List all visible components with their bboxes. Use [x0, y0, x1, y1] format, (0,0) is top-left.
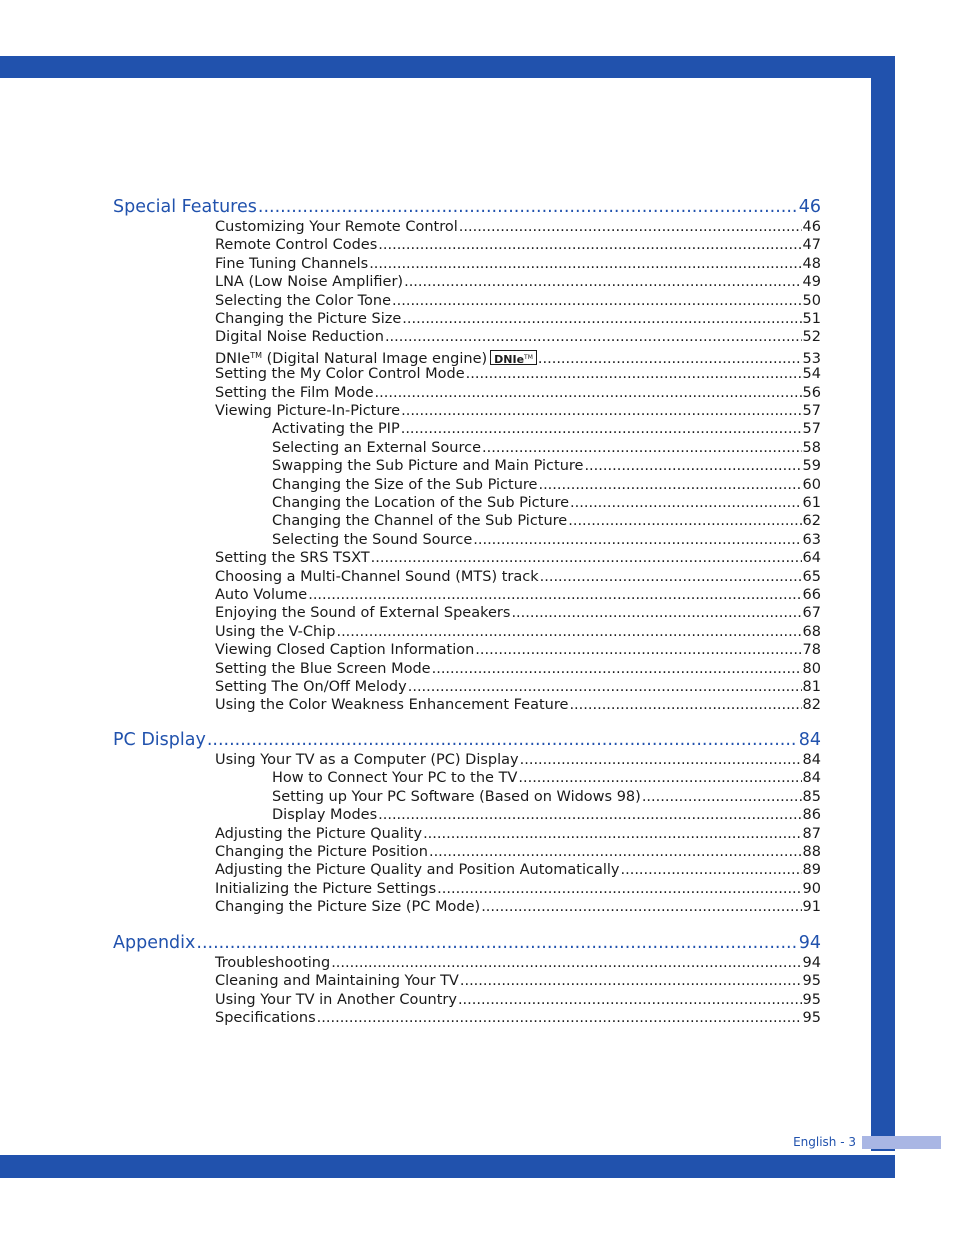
toc-dot-leader	[458, 991, 802, 1009]
toc-entry-label: Digital Noise Reduction	[215, 329, 384, 345]
toc-entry-page: 95	[802, 992, 821, 1008]
toc-entry[interactable]	[215, 255, 821, 273]
toc-entry-label: Specifications	[215, 1010, 316, 1026]
toc-section-entry[interactable]	[113, 196, 821, 218]
toc-section-title: Special Features	[113, 197, 257, 217]
toc-entry-label: Using Your TV in Another Country	[215, 992, 457, 1008]
dnie-logo-text: DNIe	[494, 353, 525, 366]
toc-entry[interactable]	[215, 402, 821, 420]
toc-dot-leader	[317, 1009, 802, 1027]
toc-dot-leader	[392, 292, 802, 310]
toc-entry-page: 57	[802, 403, 821, 419]
toc-entry-label: Changing the Channel of the Sub Picture	[272, 513, 568, 529]
trademark-mark: TM	[250, 351, 263, 360]
toc-entry-page: 68	[802, 624, 821, 640]
toc-entry-page: 60	[802, 477, 821, 493]
toc-entry-page: 48	[802, 256, 821, 272]
toc-entry[interactable]	[272, 788, 821, 806]
toc-entry-page: 78	[802, 642, 821, 658]
toc-dot-leader	[569, 696, 801, 714]
trademark-mark: TM	[524, 354, 533, 361]
toc-entry-label: Fine Tuning Channels	[215, 256, 369, 272]
toc-entry-page: 67	[802, 605, 821, 621]
toc-dot-leader	[331, 954, 801, 972]
toc-entry[interactable]	[272, 457, 821, 475]
toc-dot-leader	[437, 880, 801, 898]
toc-entry[interactable]	[215, 365, 821, 383]
toc-entry-label: Setting the Film Mode	[215, 385, 374, 401]
toc-dot-leader	[584, 457, 801, 475]
toc-entry-page: 85	[802, 789, 821, 805]
toc-entry-page: 91	[802, 899, 821, 915]
toc-entry[interactable]	[215, 1009, 821, 1027]
toc-entry[interactable]	[272, 494, 821, 512]
toc-entry-label-rest: (Digital Natural Image engine)	[262, 351, 488, 367]
toc-entry-page: 53	[802, 351, 821, 367]
toc-dot-leader	[520, 751, 802, 769]
toc-entry-label-main: DNIe	[215, 351, 251, 367]
toc-entry-page: 58	[802, 440, 821, 456]
toc-entry[interactable]	[272, 420, 821, 438]
toc-entry-page: 57	[802, 421, 821, 437]
toc-entry[interactable]	[215, 273, 821, 291]
toc-entry-page: 87	[802, 826, 821, 842]
toc-entry[interactable]	[215, 861, 821, 879]
toc-entry-page: 65	[802, 569, 821, 585]
toc-dot-leader	[481, 898, 801, 916]
toc-dot-leader	[540, 568, 802, 586]
toc-entry-label: Adjusting the Picture Quality and Position Automatically	[215, 862, 620, 878]
toc-entry-label: Using the V-Chip	[215, 624, 336, 640]
top-border-bar	[0, 56, 895, 78]
toc-entry-label: Selecting the Sound Source	[272, 532, 473, 548]
toc-section-page: 94	[798, 933, 821, 953]
toc-dot-leader	[369, 255, 801, 273]
toc-section-page: 84	[798, 730, 821, 750]
toc-entry-page: 52	[802, 329, 821, 345]
toc-entry[interactable]	[215, 292, 821, 310]
toc-entry-page: 61	[802, 495, 821, 511]
toc-entry-label: Setting the Blue Screen Mode	[215, 661, 431, 677]
toc-dot-leader	[460, 972, 802, 990]
toc-dot-leader	[423, 825, 801, 843]
toc-entry[interactable]	[215, 843, 821, 861]
toc-entry-label: Viewing Closed Caption Information	[215, 642, 475, 658]
toc-entry-label: Cleaning and Maintaining Your TV	[215, 973, 459, 989]
toc-entry-label: Display Modes	[272, 807, 378, 823]
toc-entry[interactable]	[215, 218, 821, 236]
toc-dot-leader	[207, 729, 798, 751]
toc-entry[interactable]	[272, 769, 821, 787]
toc-entry-label: Setting the My Color Control Mode	[215, 366, 465, 382]
toc-dot-leader	[432, 660, 802, 678]
toc-dot-leader	[642, 788, 802, 806]
toc-entry[interactable]	[215, 641, 821, 659]
toc-section-title: PC Display	[113, 730, 206, 750]
toc-entry[interactable]	[215, 347, 821, 365]
toc-dot-leader	[375, 384, 802, 402]
toc-entry-page: 49	[802, 274, 821, 290]
toc-entry-page: 59	[802, 458, 821, 474]
toc-dot-leader	[459, 218, 802, 236]
toc-entry-label: Enjoying the Sound of External Speakers	[215, 605, 511, 621]
toc-entry-page: 94	[802, 955, 821, 971]
toc-entry-label: Viewing Picture-In-Picture	[215, 403, 401, 419]
footer-tab-decoration	[862, 1136, 941, 1149]
toc-entry[interactable]	[215, 696, 821, 714]
toc-dot-leader	[196, 932, 797, 954]
toc-entry[interactable]	[215, 384, 821, 402]
toc-entry-page: 63	[802, 532, 821, 548]
toc-entry-page: 64	[802, 550, 821, 566]
toc-dot-leader	[518, 769, 801, 787]
toc-dot-leader	[408, 678, 802, 696]
toc-dot-leader	[371, 549, 802, 567]
toc-entry-label: Changing the Size of the Sub Picture	[272, 477, 538, 493]
toc-entry-page: 47	[802, 237, 821, 253]
toc-entry-label: Setting The On/Off Melody	[215, 679, 407, 695]
toc-entry-label: Setting the SRS TSXT	[215, 550, 370, 566]
toc-entry[interactable]	[215, 972, 821, 990]
toc-dot-leader	[511, 604, 801, 622]
toc-dot-leader	[402, 310, 801, 328]
toc-dot-leader	[258, 196, 798, 218]
toc-entry-page: 46	[802, 219, 821, 235]
toc-entry-label: Using the Color Weakness Enhancement Feature	[215, 697, 569, 713]
toc-entry[interactable]	[215, 604, 821, 622]
toc-entry-page: 84	[802, 770, 821, 786]
toc-entry[interactable]	[215, 880, 821, 898]
toc-entry[interactable]	[215, 310, 821, 328]
toc-section-page: 46	[798, 197, 821, 217]
toc-entry-label: Activating the PIP	[272, 421, 400, 437]
toc-entry-page: 95	[802, 973, 821, 989]
toc-dot-leader	[404, 273, 801, 291]
dnie-logo-icon	[490, 350, 537, 365]
toc-entry-label: Customizing Your Remote Control	[215, 219, 458, 235]
toc-entry-label: Choosing a Multi-Channel Sound (MTS) track	[215, 569, 539, 585]
toc-entry-label: LNA (Low Noise Amplifier)	[215, 274, 404, 290]
toc-entry[interactable]	[272, 476, 821, 494]
toc-entry[interactable]	[215, 898, 821, 916]
toc-entry[interactable]	[272, 512, 821, 530]
toc-dot-leader	[570, 494, 802, 512]
toc-entry-page: 84	[802, 752, 821, 768]
toc-entry[interactable]	[215, 678, 821, 696]
toc-entry-label: Remote Control Codes	[215, 237, 378, 253]
toc-entry-page: 66	[802, 587, 821, 603]
toc-entry-page: 81	[802, 679, 821, 695]
toc-entry-label: Adjusting the Picture Quality	[215, 826, 423, 842]
page-footer: English - 3	[793, 1135, 856, 1149]
toc-dot-leader	[621, 861, 802, 879]
toc-entry[interactable]	[215, 954, 821, 972]
toc-entry-label: Changing the Picture Position	[215, 844, 428, 860]
toc-entry-label: How to Connect Your PC to the TV	[272, 770, 518, 786]
toc-entry-page: 86	[802, 807, 821, 823]
toc-entry-page: 82	[802, 697, 821, 713]
toc-section-title: Appendix	[113, 933, 196, 953]
toc-entry[interactable]	[215, 751, 821, 769]
toc-entry[interactable]	[215, 328, 821, 346]
toc-entry-label: Setting up Your PC Software (Based on Widows 98)	[272, 789, 641, 805]
toc-dot-leader	[378, 236, 801, 254]
toc-entry[interactable]	[215, 568, 821, 586]
toc-entry-page: 88	[802, 844, 821, 860]
toc-entry-page: 56	[802, 385, 821, 401]
toc-entry-page: 54	[802, 366, 821, 382]
toc-entry-label: Selecting an External Source	[272, 440, 482, 456]
toc-entry-page: 62	[802, 513, 821, 529]
toc-dot-leader	[385, 328, 802, 346]
toc-entry-page: 50	[802, 293, 821, 309]
bottom-border-bar	[0, 1155, 895, 1178]
toc-entry[interactable]	[272, 439, 821, 457]
toc-dot-leader	[429, 843, 802, 861]
toc-entry-page: 89	[802, 862, 821, 878]
toc-entry[interactable]	[215, 991, 821, 1009]
right-border-bar	[871, 56, 895, 1151]
toc-dot-leader	[336, 623, 801, 641]
toc-entry-page: 80	[802, 661, 821, 677]
toc-entry-label: Selecting the Color Tone	[215, 293, 392, 309]
toc-section-entry[interactable]	[113, 729, 821, 751]
toc-entry[interactable]	[215, 236, 821, 254]
toc-section-entry[interactable]	[113, 932, 821, 954]
toc-entry-label: Changing the Picture Size	[215, 311, 402, 327]
toc-entry-label: Initializing the Picture Settings	[215, 881, 437, 897]
toc-dot-leader	[378, 806, 801, 824]
toc-entry[interactable]	[215, 549, 821, 567]
toc-dot-leader	[401, 420, 802, 438]
toc-entry[interactable]	[215, 825, 821, 843]
toc-dot-leader	[538, 476, 801, 494]
toc-entry[interactable]	[215, 660, 821, 678]
toc-dot-leader	[568, 512, 801, 530]
toc-entry-label: Auto Volume	[215, 587, 308, 603]
toc-entry-page: 95	[802, 1010, 821, 1026]
toc-entry[interactable]	[215, 623, 821, 641]
toc-dot-leader	[308, 586, 801, 604]
toc-entry-label: Troubleshooting	[215, 955, 331, 971]
toc-dot-leader	[482, 439, 802, 457]
toc-dot-leader	[401, 402, 801, 420]
toc-entry-label: Swapping the Sub Picture and Main Picture	[272, 458, 584, 474]
toc-dot-leader	[466, 365, 802, 383]
toc-entry-page: 51	[802, 311, 821, 327]
toc-entry[interactable]	[215, 586, 821, 604]
toc-entry-label: Using Your TV as a Computer (PC) Display	[215, 752, 519, 768]
toc-entry[interactable]	[272, 531, 821, 549]
toc-dot-leader	[475, 641, 801, 659]
toc-entry-page: 90	[802, 881, 821, 897]
toc-entry-label: Changing the Location of the Sub Picture	[272, 495, 570, 511]
toc-dot-leader	[473, 531, 801, 549]
toc-entry-label: Changing the Picture Size (PC Mode)	[215, 899, 481, 915]
toc-entry[interactable]	[272, 806, 821, 824]
